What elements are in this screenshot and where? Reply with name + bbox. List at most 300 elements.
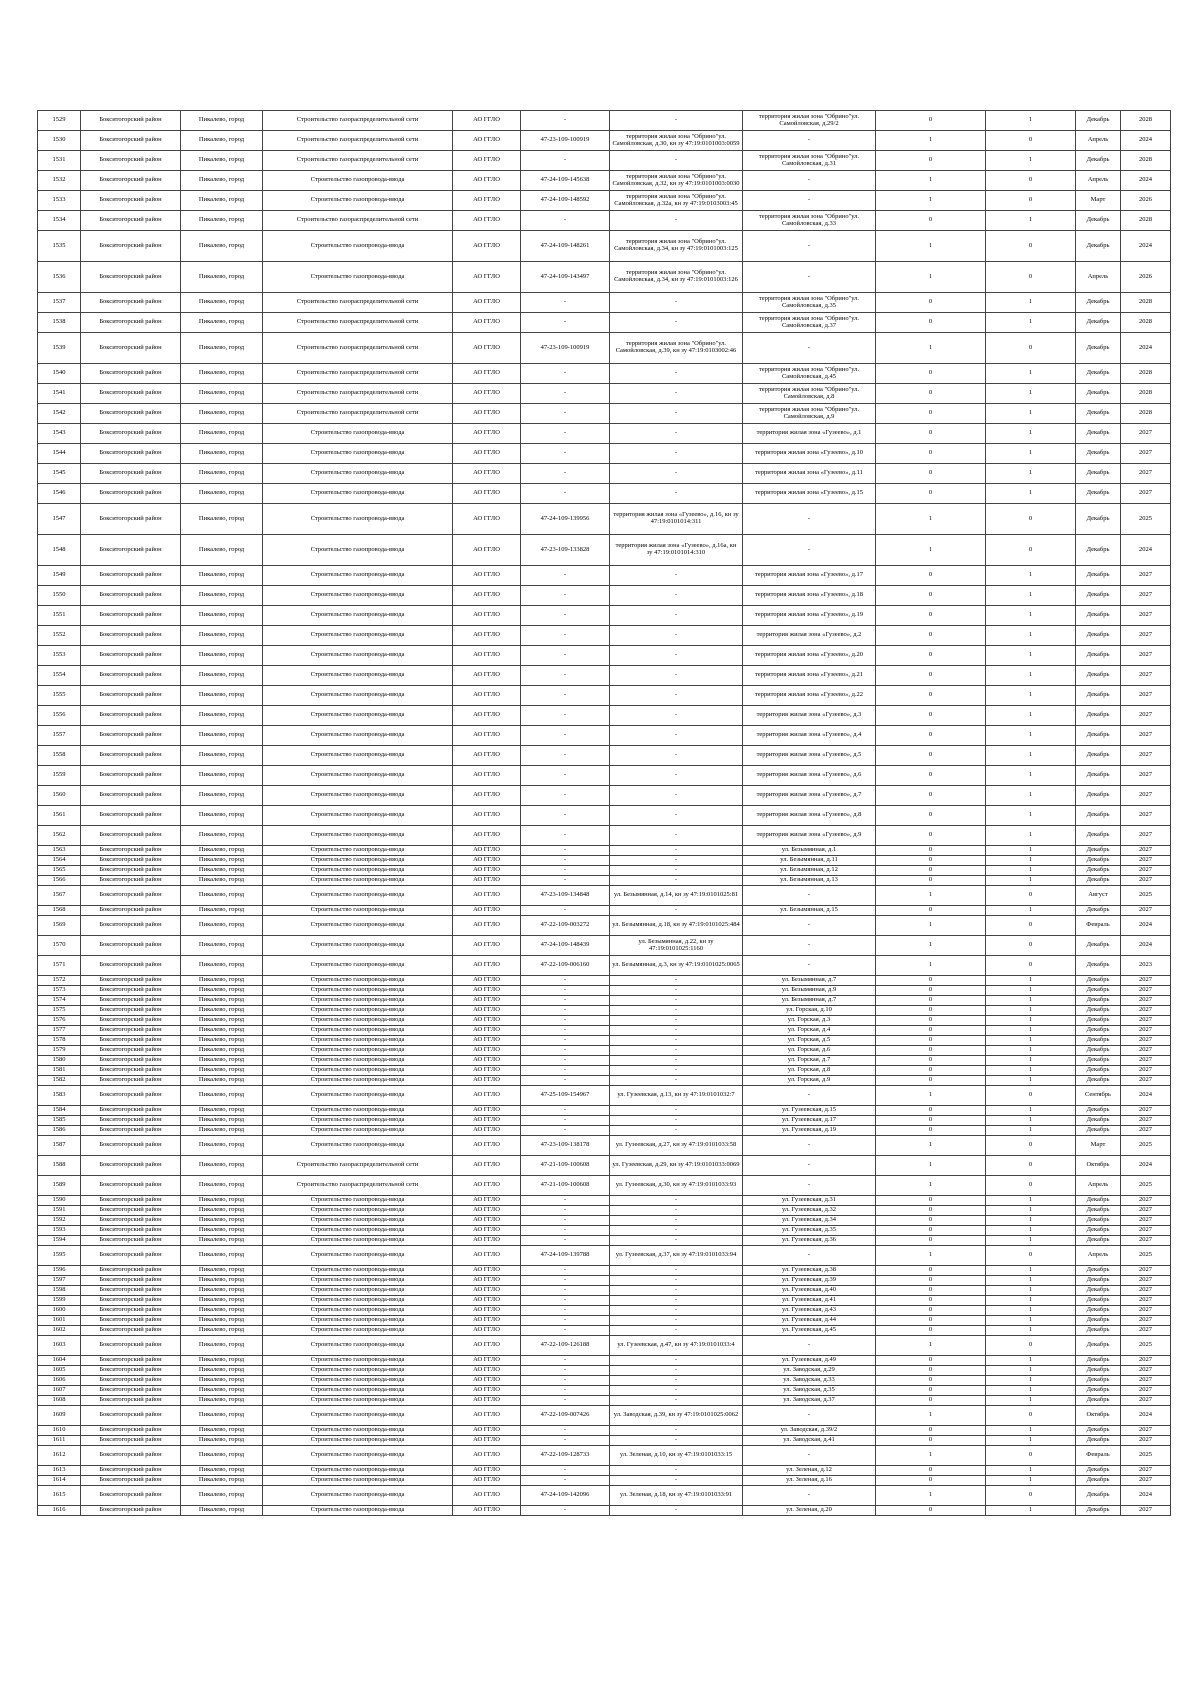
month-cell: Декабрь bbox=[1076, 1266, 1121, 1276]
flag-a-cell: 0 bbox=[876, 606, 986, 626]
year-cell: 2027 bbox=[1121, 726, 1171, 746]
work-type-cell: Строительство газопровода-ввода bbox=[263, 1406, 453, 1426]
address-with-cadastre-cell: - bbox=[610, 976, 743, 986]
flag-b-cell: 1 bbox=[986, 786, 1076, 806]
table-row bbox=[38, 976, 1171, 986]
work-type-cell: Строительство газопровода-ввода bbox=[263, 876, 453, 886]
table-row bbox=[38, 566, 1171, 586]
settlement-cell: Пикалево, город bbox=[181, 986, 263, 996]
row-number-cell: 1590 bbox=[38, 1196, 81, 1206]
flag-a-cell: 0 bbox=[876, 1016, 986, 1026]
address-with-cadastre-cell: территория жилая зона "Обрино"ул. Самойловская, д.34, кн зу 47:19:0101003:126 bbox=[610, 262, 743, 293]
month-cell: Декабрь bbox=[1076, 876, 1121, 886]
request-number-cell: - bbox=[521, 1356, 610, 1366]
flag-b-cell: 1 bbox=[986, 1026, 1076, 1036]
table-row bbox=[38, 364, 1171, 384]
year-cell: 2027 bbox=[1121, 666, 1171, 686]
row-number-cell: 1584 bbox=[38, 1106, 81, 1116]
table-row bbox=[38, 313, 1171, 333]
settlement-cell: Пикалево, город bbox=[181, 484, 263, 504]
request-number-cell: - bbox=[521, 1436, 610, 1446]
flag-a-cell: 0 bbox=[876, 1236, 986, 1246]
row-number-cell: 1579 bbox=[38, 1046, 81, 1056]
document-table bbox=[37, 110, 1171, 1516]
row-number-cell: 1613 bbox=[38, 1466, 81, 1476]
table-row bbox=[38, 464, 1171, 484]
flag-a-cell: 0 bbox=[876, 1326, 986, 1336]
year-cell: 2027 bbox=[1121, 826, 1171, 846]
table-row bbox=[38, 171, 1171, 191]
district-cell: Бокситогорский район bbox=[81, 1126, 181, 1136]
month-cell: Декабрь bbox=[1076, 1116, 1121, 1126]
address-with-cadastre-cell: - bbox=[610, 1016, 743, 1026]
address-cell: - bbox=[743, 956, 876, 976]
flag-a-cell: 0 bbox=[876, 444, 986, 464]
year-cell: 2027 bbox=[1121, 1296, 1171, 1306]
address-cell: территория жилая зона «Гузеево», д.4 bbox=[743, 726, 876, 746]
year-cell: 2027 bbox=[1121, 1376, 1171, 1386]
year-cell: 2025 bbox=[1121, 504, 1171, 535]
month-cell: Декабрь bbox=[1076, 444, 1121, 464]
row-number-cell: 1601 bbox=[38, 1316, 81, 1326]
settlement-cell: Пикалево, город bbox=[181, 364, 263, 384]
address-with-cadastre-cell: ул. Гузеевская, д.30, кн зу 47:19:0101033:93 bbox=[610, 1176, 743, 1196]
work-type-cell: Строительство газопровода-ввода bbox=[263, 1326, 453, 1336]
flag-b-cell: 1 bbox=[986, 566, 1076, 586]
work-type-cell: Строительство газопровода-ввода bbox=[263, 1436, 453, 1446]
settlement-cell: Пикалево, город bbox=[181, 1316, 263, 1326]
month-cell: Декабрь bbox=[1076, 646, 1121, 666]
flag-a-cell: 0 bbox=[876, 1216, 986, 1226]
request-number-cell: - bbox=[521, 1196, 610, 1206]
work-type-cell: Строительство газопровода-ввода bbox=[263, 444, 453, 464]
settlement-cell: Пикалево, город bbox=[181, 1076, 263, 1086]
address-cell: ул. Горская, д.4 bbox=[743, 1026, 876, 1036]
organization-cell: АО ГГЛО bbox=[453, 1106, 521, 1116]
organization-cell: АО ГГЛО bbox=[453, 1296, 521, 1306]
address-with-cadastre-cell: - bbox=[610, 856, 743, 866]
flag-a-cell: 0 bbox=[876, 151, 986, 171]
flag-a-cell: 0 bbox=[876, 786, 986, 806]
year-cell: 2027 bbox=[1121, 1476, 1171, 1486]
month-cell: Декабрь bbox=[1076, 786, 1121, 806]
settlement-cell: Пикалево, город bbox=[181, 464, 263, 484]
request-number-cell: 47-23-109-133828 bbox=[521, 535, 610, 566]
work-type-cell: Строительство газопровода-ввода bbox=[263, 746, 453, 766]
district-cell: Бокситогорский район bbox=[81, 1306, 181, 1316]
address-cell: ул. Горская, д.7 bbox=[743, 1056, 876, 1066]
flag-a-cell: 0 bbox=[876, 666, 986, 686]
address-with-cadastre-cell: - bbox=[610, 1376, 743, 1386]
settlement-cell: Пикалево, город bbox=[181, 566, 263, 586]
address-with-cadastre-cell: ул. Безымянная, д.22, кн зу 47:19:0101025:1160 bbox=[610, 936, 743, 956]
year-cell: 2027 bbox=[1121, 1056, 1171, 1066]
settlement-cell: Пикалево, город bbox=[181, 1206, 263, 1216]
district-cell: Бокситогорский район bbox=[81, 886, 181, 906]
request-number-cell: - bbox=[521, 384, 610, 404]
address-with-cadastre-cell: - bbox=[610, 906, 743, 916]
month-cell: Декабрь bbox=[1076, 1016, 1121, 1026]
request-number-cell: - bbox=[521, 464, 610, 484]
flag-a-cell: 0 bbox=[876, 1116, 986, 1126]
address-with-cadastre-cell: - bbox=[610, 1056, 743, 1066]
flag-a-cell: 0 bbox=[876, 876, 986, 886]
row-number-cell: 1567 bbox=[38, 886, 81, 906]
organization-cell: АО ГГЛО bbox=[453, 996, 521, 1006]
organization-cell: АО ГГЛО bbox=[453, 211, 521, 231]
request-number-cell: - bbox=[521, 586, 610, 606]
month-cell: Декабрь bbox=[1076, 706, 1121, 726]
settlement-cell: Пикалево, город bbox=[181, 1176, 263, 1196]
flag-a-cell: 1 bbox=[876, 956, 986, 976]
request-number-cell: 47-25-109-154967 bbox=[521, 1086, 610, 1106]
request-number-cell: - bbox=[521, 876, 610, 886]
request-number-cell: - bbox=[521, 1126, 610, 1136]
year-cell: 2027 bbox=[1121, 866, 1171, 876]
district-cell: Бокситогорский район bbox=[81, 1286, 181, 1296]
settlement-cell: Пикалево, город bbox=[181, 171, 263, 191]
address-cell: территория жилая зона «Гузеево», д.3 bbox=[743, 706, 876, 726]
address-with-cadastre-cell: - bbox=[610, 806, 743, 826]
address-cell: ул. Гузеевская, д.39 bbox=[743, 1276, 876, 1286]
work-type-cell: Строительство газораспределительной сети bbox=[263, 364, 453, 384]
year-cell: 2027 bbox=[1121, 586, 1171, 606]
district-cell: Бокситогорский район bbox=[81, 956, 181, 976]
flag-a-cell: 0 bbox=[876, 766, 986, 786]
request-number-cell: - bbox=[521, 1206, 610, 1216]
district-cell: Бокситогорский район bbox=[81, 1386, 181, 1396]
month-cell: Сентябрь bbox=[1076, 1086, 1121, 1106]
district-cell: Бокситогорский район bbox=[81, 606, 181, 626]
address-with-cadastre-cell: - bbox=[610, 444, 743, 464]
work-type-cell: Строительство газопровода-ввода bbox=[263, 646, 453, 666]
address-with-cadastre-cell: - bbox=[610, 1296, 743, 1306]
month-cell: Декабрь bbox=[1076, 1306, 1121, 1316]
month-cell: Декабрь bbox=[1076, 1216, 1121, 1226]
settlement-cell: Пикалево, город bbox=[181, 666, 263, 686]
month-cell: Декабрь bbox=[1076, 856, 1121, 866]
address-cell: - bbox=[743, 535, 876, 566]
settlement-cell: Пикалево, город bbox=[181, 1006, 263, 1016]
address-cell: ул. Безымянная, д.12 bbox=[743, 866, 876, 876]
organization-cell: АО ГГЛО bbox=[453, 504, 521, 535]
settlement-cell: Пикалево, город bbox=[181, 886, 263, 906]
request-number-cell: - bbox=[521, 986, 610, 996]
settlement-cell: Пикалево, город bbox=[181, 876, 263, 886]
month-cell: Декабрь bbox=[1076, 313, 1121, 333]
address-with-cadastre-cell: территория жилая зона "Обрино"ул. Самойловская, д.32а, кн зу 47:19:0103003:45 bbox=[610, 191, 743, 211]
flag-a-cell: 0 bbox=[876, 1076, 986, 1086]
month-cell: Декабрь bbox=[1076, 976, 1121, 986]
work-type-cell: Строительство газопровода-ввода bbox=[263, 1466, 453, 1476]
flag-a-cell: 0 bbox=[876, 856, 986, 866]
settlement-cell: Пикалево, город bbox=[181, 1376, 263, 1386]
settlement-cell: Пикалево, город bbox=[181, 706, 263, 726]
month-cell: Декабрь bbox=[1076, 333, 1121, 364]
year-cell: 2028 bbox=[1121, 211, 1171, 231]
organization-cell: АО ГГЛО bbox=[453, 766, 521, 786]
table-row bbox=[38, 986, 1171, 996]
year-cell: 2024 bbox=[1121, 916, 1171, 936]
district-cell: Бокситогорский район bbox=[81, 1076, 181, 1086]
year-cell: 2027 bbox=[1121, 626, 1171, 646]
organization-cell: АО ГГЛО bbox=[453, 333, 521, 364]
table-row bbox=[38, 1156, 1171, 1176]
flag-a-cell: 1 bbox=[876, 191, 986, 211]
settlement-cell: Пикалево, город bbox=[181, 1226, 263, 1236]
organization-cell: АО ГГЛО bbox=[453, 686, 521, 706]
flag-b-cell: 1 bbox=[986, 1216, 1076, 1226]
address-cell: территория жилая зона «Гузеево», д.15 bbox=[743, 484, 876, 504]
flag-b-cell: 0 bbox=[986, 886, 1076, 906]
row-number-cell: 1612 bbox=[38, 1446, 81, 1466]
work-type-cell: Строительство газопровода-ввода bbox=[263, 1266, 453, 1276]
address-cell: территория жилая зона «Гузеево», д.20 bbox=[743, 646, 876, 666]
flag-a-cell: 1 bbox=[876, 333, 986, 364]
address-cell: ул. Заводская, д.29 bbox=[743, 1366, 876, 1376]
table-row bbox=[38, 876, 1171, 886]
district-cell: Бокситогорский район bbox=[81, 262, 181, 293]
table-row bbox=[38, 1196, 1171, 1206]
request-number-cell: 47-22-109-006160 bbox=[521, 956, 610, 976]
address-cell: ул. Горская, д.6 bbox=[743, 1046, 876, 1056]
district-cell: Бокситогорский район bbox=[81, 626, 181, 646]
month-cell: Декабрь bbox=[1076, 806, 1121, 826]
organization-cell: АО ГГЛО bbox=[453, 566, 521, 586]
row-number-cell: 1566 bbox=[38, 876, 81, 886]
district-cell: Бокситогорский район bbox=[81, 1136, 181, 1156]
year-cell: 2024 bbox=[1121, 535, 1171, 566]
year-cell: 2027 bbox=[1121, 1326, 1171, 1336]
address-cell: ул. Гузеевская, д.40 bbox=[743, 1286, 876, 1296]
address-cell: ул. Зеленая, д.20 bbox=[743, 1506, 876, 1516]
table-row bbox=[38, 1386, 1171, 1396]
row-number-cell: 1582 bbox=[38, 1076, 81, 1086]
month-cell: Декабрь bbox=[1076, 1106, 1121, 1116]
row-number-cell: 1593 bbox=[38, 1226, 81, 1236]
settlement-cell: Пикалево, город bbox=[181, 1116, 263, 1126]
work-type-cell: Строительство газопровода-ввода bbox=[263, 1316, 453, 1326]
settlement-cell: Пикалево, город bbox=[181, 1426, 263, 1436]
table-row bbox=[38, 766, 1171, 786]
flag-a-cell: 0 bbox=[876, 976, 986, 986]
month-cell: Апрель bbox=[1076, 1176, 1121, 1196]
district-cell: Бокситогорский район bbox=[81, 1246, 181, 1266]
district-cell: Бокситогорский район bbox=[81, 1056, 181, 1066]
year-cell: 2024 bbox=[1121, 936, 1171, 956]
request-number-cell: - bbox=[521, 686, 610, 706]
organization-cell: АО ГГЛО bbox=[453, 936, 521, 956]
work-type-cell: Строительство газопровода-ввода bbox=[263, 1366, 453, 1376]
request-number-cell: - bbox=[521, 666, 610, 686]
year-cell: 2025 bbox=[1121, 1246, 1171, 1266]
address-cell: - bbox=[743, 1486, 876, 1506]
work-type-cell: Строительство газораспределительной сети bbox=[263, 1176, 453, 1196]
table-row bbox=[38, 1446, 1171, 1466]
request-number-cell: - bbox=[521, 566, 610, 586]
work-type-cell: Строительство газопровода-ввода bbox=[263, 1246, 453, 1266]
flag-a-cell: 1 bbox=[876, 1446, 986, 1466]
organization-cell: АО ГГЛО bbox=[453, 1336, 521, 1356]
district-cell: Бокситогорский район bbox=[81, 1106, 181, 1116]
district-cell: Бокситогорский район bbox=[81, 1086, 181, 1106]
address-with-cadastre-cell: - bbox=[610, 1106, 743, 1116]
address-cell: - bbox=[743, 191, 876, 211]
settlement-cell: Пикалево, город bbox=[181, 996, 263, 1006]
flag-a-cell: 1 bbox=[876, 262, 986, 293]
row-number-cell: 1609 bbox=[38, 1406, 81, 1426]
row-number-cell: 1537 bbox=[38, 293, 81, 313]
flag-a-cell: 0 bbox=[876, 293, 986, 313]
settlement-cell: Пикалево, город bbox=[181, 535, 263, 566]
table-row bbox=[38, 1396, 1171, 1406]
district-cell: Бокситогорский район bbox=[81, 566, 181, 586]
request-number-cell: - bbox=[521, 766, 610, 786]
request-number-cell: 47-24-109-145638 bbox=[521, 171, 610, 191]
district-cell: Бокситогорский район bbox=[81, 976, 181, 986]
table-row bbox=[38, 1366, 1171, 1376]
table-row bbox=[38, 1066, 1171, 1076]
request-number-cell: - bbox=[521, 1316, 610, 1326]
flag-b-cell: 1 bbox=[986, 1396, 1076, 1406]
address-cell: ул. Заводская, д.39/2 bbox=[743, 1426, 876, 1436]
settlement-cell: Пикалево, город bbox=[181, 1036, 263, 1046]
address-with-cadastre-cell: - bbox=[610, 726, 743, 746]
row-number-cell: 1574 bbox=[38, 996, 81, 1006]
request-number-cell: - bbox=[521, 786, 610, 806]
table-row bbox=[38, 484, 1171, 504]
settlement-cell: Пикалево, город bbox=[181, 1356, 263, 1366]
year-cell: 2027 bbox=[1121, 1356, 1171, 1366]
district-cell: Бокситогорский район bbox=[81, 131, 181, 151]
organization-cell: АО ГГЛО bbox=[453, 1246, 521, 1266]
request-number-cell: - bbox=[521, 1226, 610, 1236]
request-number-cell: - bbox=[521, 826, 610, 846]
district-cell: Бокситогорский район bbox=[81, 1276, 181, 1286]
organization-cell: АО ГГЛО bbox=[453, 856, 521, 866]
table-row bbox=[38, 1076, 1171, 1086]
row-number-cell: 1546 bbox=[38, 484, 81, 504]
row-number-cell: 1616 bbox=[38, 1506, 81, 1516]
address-with-cadastre-cell: - bbox=[610, 646, 743, 666]
row-number-cell: 1551 bbox=[38, 606, 81, 626]
address-with-cadastre-cell: - bbox=[610, 211, 743, 231]
district-cell: Бокситогорский район bbox=[81, 1356, 181, 1366]
request-number-cell: - bbox=[521, 151, 610, 171]
address-cell: территория жилая зона «Гузеево», д.17 bbox=[743, 566, 876, 586]
row-number-cell: 1610 bbox=[38, 1426, 81, 1436]
request-number-cell: - bbox=[521, 211, 610, 231]
district-cell: Бокситогорский район bbox=[81, 364, 181, 384]
row-number-cell: 1572 bbox=[38, 976, 81, 986]
address-cell: ул. Безымянная, д.7 bbox=[743, 976, 876, 986]
address-with-cadastre-cell: - bbox=[610, 1116, 743, 1126]
flag-a-cell: 1 bbox=[876, 1176, 986, 1196]
work-type-cell: Строительство газопровода-ввода bbox=[263, 846, 453, 856]
settlement-cell: Пикалево, город bbox=[181, 1236, 263, 1246]
flag-b-cell: 1 bbox=[986, 1356, 1076, 1366]
address-with-cadastre-cell: - bbox=[610, 1226, 743, 1236]
row-number-cell: 1549 bbox=[38, 566, 81, 586]
work-type-cell: Строительство газопровода-ввода bbox=[263, 996, 453, 1006]
row-number-cell: 1541 bbox=[38, 384, 81, 404]
organization-cell: АО ГГЛО bbox=[453, 906, 521, 916]
flag-a-cell: 0 bbox=[876, 1426, 986, 1436]
address-cell: - bbox=[743, 1336, 876, 1356]
month-cell: Апрель bbox=[1076, 171, 1121, 191]
work-type-cell: Строительство газопровода-ввода bbox=[263, 1036, 453, 1046]
work-type-cell: Строительство газопровода-ввода bbox=[263, 464, 453, 484]
district-cell: Бокситогорский район bbox=[81, 1296, 181, 1306]
address-cell: - bbox=[743, 262, 876, 293]
address-with-cadastre-cell: - bbox=[610, 424, 743, 444]
address-with-cadastre-cell: - bbox=[610, 1436, 743, 1446]
year-cell: 2027 bbox=[1121, 1076, 1171, 1086]
table-row bbox=[38, 1276, 1171, 1286]
work-type-cell: Строительство газопровода-ввода bbox=[263, 1206, 453, 1216]
year-cell: 2027 bbox=[1121, 646, 1171, 666]
work-type-cell: Строительство газопровода-ввода bbox=[263, 1396, 453, 1406]
table-row bbox=[38, 1466, 1171, 1476]
organization-cell: АО ГГЛО bbox=[453, 876, 521, 886]
year-cell: 2028 bbox=[1121, 313, 1171, 333]
organization-cell: АО ГГЛО bbox=[453, 1226, 521, 1236]
address-with-cadastre-cell: - bbox=[610, 1046, 743, 1056]
flag-b-cell: 0 bbox=[986, 1156, 1076, 1176]
flag-a-cell: 0 bbox=[876, 1056, 986, 1066]
row-number-cell: 1557 bbox=[38, 726, 81, 746]
organization-cell: АО ГГЛО bbox=[453, 1366, 521, 1376]
settlement-cell: Пикалево, город bbox=[181, 686, 263, 706]
year-cell: 2027 bbox=[1121, 706, 1171, 726]
year-cell: 2025 bbox=[1121, 1336, 1171, 1356]
address-cell: - bbox=[743, 916, 876, 936]
year-cell: 2027 bbox=[1121, 1366, 1171, 1376]
settlement-cell: Пикалево, город bbox=[181, 404, 263, 424]
work-type-cell: Строительство газопровода-ввода bbox=[263, 886, 453, 906]
month-cell: Декабрь bbox=[1076, 1066, 1121, 1076]
flag-b-cell: 0 bbox=[986, 333, 1076, 364]
month-cell: Декабрь bbox=[1076, 1296, 1121, 1306]
address-with-cadastre-cell: - bbox=[610, 364, 743, 384]
organization-cell: АО ГГЛО bbox=[453, 1126, 521, 1136]
district-cell: Бокситогорский район bbox=[81, 1506, 181, 1516]
flag-b-cell: 1 bbox=[986, 626, 1076, 646]
address-cell: - bbox=[743, 1406, 876, 1426]
flag-a-cell: 0 bbox=[876, 586, 986, 606]
address-with-cadastre-cell: ул. Безымянная, д.18, кн зу 47:19:0101025:484 bbox=[610, 916, 743, 936]
work-type-cell: Строительство газопровода-ввода bbox=[263, 936, 453, 956]
row-number-cell: 1553 bbox=[38, 646, 81, 666]
month-cell: Декабрь bbox=[1076, 606, 1121, 626]
district-cell: Бокситогорский район bbox=[81, 1476, 181, 1486]
row-number-cell: 1544 bbox=[38, 444, 81, 464]
work-type-cell: Строительство газопровода-ввода bbox=[263, 1026, 453, 1036]
address-with-cadastre-cell: - bbox=[610, 566, 743, 586]
flag-a-cell: 1 bbox=[876, 535, 986, 566]
district-cell: Бокситогорский район bbox=[81, 1336, 181, 1356]
address-cell: ул. Горская, д.5 bbox=[743, 1036, 876, 1046]
flag-a-cell: 0 bbox=[876, 384, 986, 404]
month-cell: Декабрь bbox=[1076, 626, 1121, 646]
organization-cell: АО ГГЛО bbox=[453, 1026, 521, 1036]
row-number-cell: 1564 bbox=[38, 856, 81, 866]
flag-b-cell: 1 bbox=[986, 424, 1076, 444]
address-cell: территория жилая зона «Гузеево», д.1 bbox=[743, 424, 876, 444]
flag-b-cell: 0 bbox=[986, 1086, 1076, 1106]
month-cell: Декабрь bbox=[1076, 1076, 1121, 1086]
request-number-cell: - bbox=[521, 1216, 610, 1226]
